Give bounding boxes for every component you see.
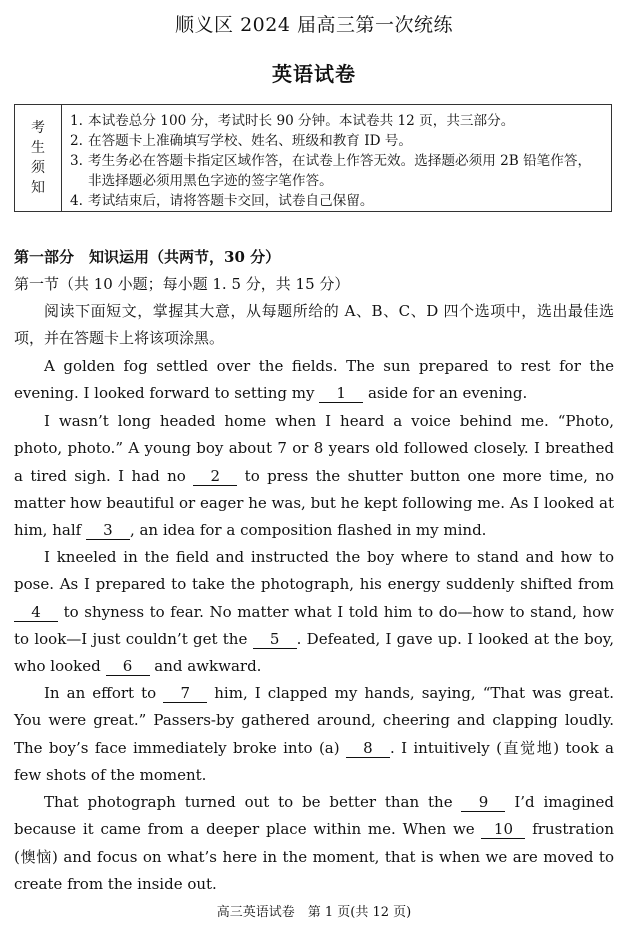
- paper-title: 英语试卷: [272, 62, 356, 86]
- blank-10: 10: [481, 820, 525, 839]
- blank-1: 1: [319, 384, 363, 403]
- notice-item-text: 考生务必在答题卡指定区域作答，在试卷上作答无效。选择题必须用 2B 铅笔作答，非选择题必须用黑色字迹的签字笔作答。: [88, 153, 592, 189]
- notice-item-number: 3.: [70, 153, 83, 169]
- passage-paragraph-2: I wasn’t long headed home when I heard a voice behind me. “Photo, photo, photo.” A young boy about 7 or 8 years old followed closely. I breathed a tired sigh. I had no 2 to press the shutter button one more time, no matter how beautiful or eager he was, but he kept following me. As I looked at him, half 3 , an idea for a composition flashed in my mind.: [14, 412, 615, 540]
- blank-6: 6: [106, 657, 150, 676]
- blank-2: 2: [193, 467, 237, 486]
- part-one-heading: 第一部分 知识运用（共两节，30 分）: [14, 248, 281, 266]
- notice-item-text: 考试结束后，请将答题卡交回，试卷自己保留。: [88, 193, 374, 209]
- notice-item: [70, 191, 601, 211]
- notice-heading: [15, 105, 62, 211]
- notice-item-text: 在答题卡上准确填写学校、姓名、班级和教育 ID 号。: [88, 133, 412, 149]
- notice-item: [70, 151, 601, 191]
- notice-heading-char: 须: [31, 160, 45, 176]
- notice-item: [70, 131, 601, 151]
- page-footer: 高三英语试卷 第 1 页(共 12 页): [216, 905, 412, 920]
- candidate-notice-box: [14, 104, 612, 212]
- section-one-heading: 第一节（共 10 小题；每小题 1. 5 分，共 15 分）: [14, 275, 350, 293]
- notice-heading-char: 考: [31, 120, 45, 136]
- notice-heading-char: 知: [31, 180, 45, 196]
- notice-item-number: 1.: [70, 113, 83, 129]
- notice-heading-char: 生: [31, 140, 45, 156]
- blank-3: 3: [86, 521, 130, 540]
- passage-paragraph-3: I kneeled in the field and instructed the boy where to stand and how to pose. As I prepared to take the photograph, his energy suddenly shifted from 4 to shyness to fear. No matter what I told him to do—how to stand, how to look—I just couldn’t get the 5 . Defeated, I gave up. I looked at the boy, who looked 6 and awkward.: [14, 548, 614, 676]
- passage-paragraph-5: That photograph turned out to be better than the 9 I’d imagined because it came from a deeper place within me. When we 10 frustration (懊恼) and focus on what’s here in the moment, that is when we are moved to create from the inside out.: [14, 793, 614, 893]
- notice-item: [70, 111, 601, 131]
- exam-title: 顺义区 2024 届高三第一次统练: [175, 14, 453, 36]
- notice-item-text: 本试卷总分 100 分，考试时长 90 分钟。本试卷共 12 页，共三部分。: [88, 113, 515, 129]
- passage-paragraph-1: A golden fog settled over the fields. The sun prepared to rest for the evening. I looked forward to setting my 1 aside for an evening.: [14, 357, 614, 403]
- blank-7: 7: [163, 684, 207, 703]
- instruction-paragraph: 阅读下面短文，掌握其大意，从每题所给的 A、B、C、D 四个选项中，选出最佳选项，并在答题卡上将该项涂黑。: [14, 302, 614, 348]
- notice-list: [62, 105, 611, 211]
- blank-9: 9: [461, 793, 505, 812]
- blank-4: 4: [14, 603, 58, 622]
- blank-5: 5: [253, 630, 297, 649]
- notice-item-number: 2.: [70, 133, 83, 149]
- blank-8: 8: [346, 739, 390, 758]
- passage-paragraph-4: In an effort to 7 him, I clapped my hands, saying, “That was great. You were great.” Passers-by gathered around, cheering and clapping loudly. The boy’s face immediately broke into (a) 8 . I intuitively (直觉地) took a few shots of the moment.: [14, 684, 614, 784]
- notice-item-number: 4.: [70, 193, 83, 209]
